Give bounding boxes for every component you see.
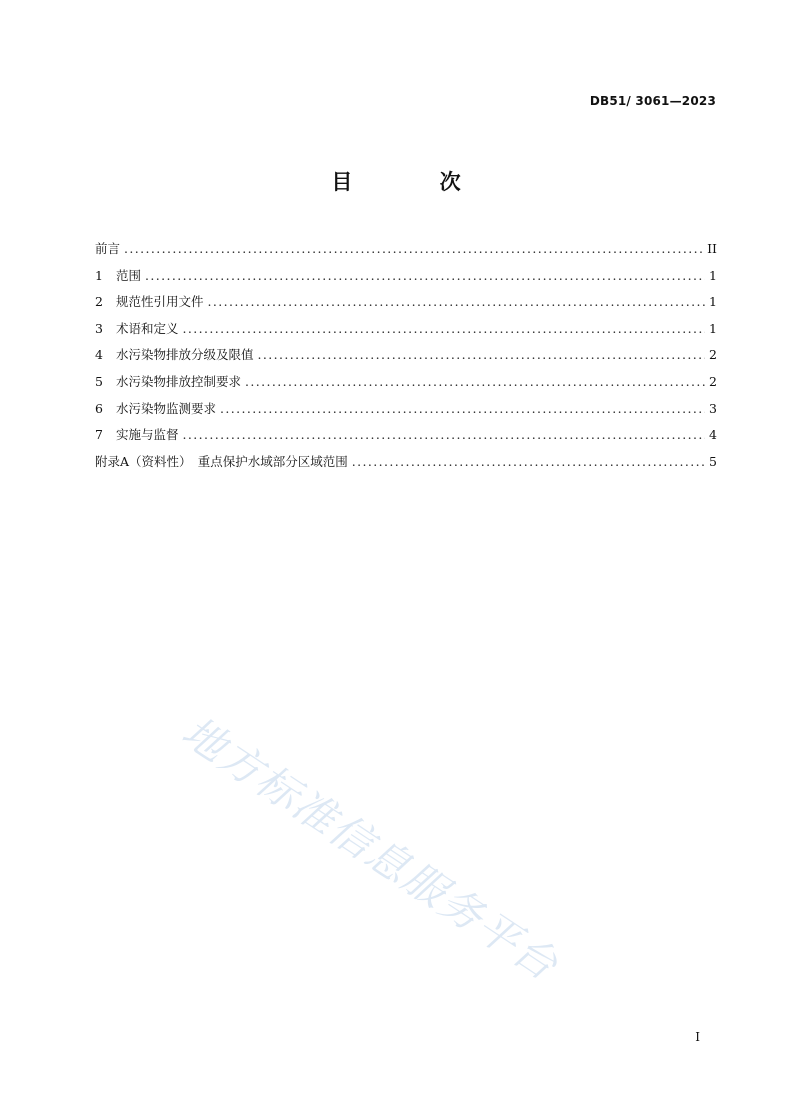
toc-leader-dots: [124, 240, 703, 258]
toc-entry-terms-definitions[interactable]: [95, 320, 717, 347]
toc-entry-appendix-a[interactable]: [95, 453, 717, 480]
toc-entry-label: 术语和定义: [115, 320, 179, 336]
toc-entry-number: 6: [95, 400, 103, 416]
toc-entry-number: 5: [95, 373, 103, 389]
document-code: DB51/ 3061—2023: [589, 94, 716, 108]
toc-entry-label: 范围: [115, 267, 141, 283]
toc-entry-page: 2: [709, 373, 717, 389]
watermark: 地方标准信息服务平台: [173, 706, 568, 991]
toc-entry-label: 水污染物排放分级及限值: [115, 347, 254, 363]
toc-entry-scope[interactable]: [95, 267, 717, 294]
toc-entry-number: 1: [95, 267, 103, 283]
toc-entry-label: 前言: [95, 241, 121, 256]
toc-entry-label: 规范性引用文件: [115, 294, 204, 310]
toc-entry-number: 3: [95, 320, 103, 336]
toc-leader-dots: [182, 426, 705, 444]
toc-entry-number: 2: [95, 294, 103, 310]
toc-entry-page: 5: [709, 453, 717, 469]
toc-leader-dots: [207, 293, 705, 311]
toc-entry-label: 水污染物排放控制要求: [115, 373, 241, 389]
toc-entry-implementation-supervision[interactable]: [95, 426, 717, 453]
toc-leader-dots: [182, 320, 705, 338]
toc-entry-page: 4: [709, 427, 717, 443]
toc-entry-number: 4: [95, 347, 103, 363]
toc-leader-dots: [145, 267, 705, 285]
toc-entry-emission-grading-limits[interactable]: [95, 346, 717, 373]
page-number: I: [695, 1030, 700, 1044]
toc-entry-label: 附录A（资料性） 重点保护水域部分区域范围: [95, 453, 348, 469]
toc-entry-label: 水污染物监测要求: [115, 400, 216, 416]
table-of-contents: [95, 240, 717, 479]
toc-entry-monitoring-requirements[interactable]: [95, 400, 717, 427]
toc-entry-page: II: [707, 241, 717, 256]
toc-entry-page: 1: [709, 294, 717, 310]
toc-entry-label: 实施与监督: [115, 427, 179, 443]
toc-leader-dots: [257, 346, 705, 364]
toc-entry-page: 1: [709, 320, 717, 336]
toc-leader-dots: [220, 400, 705, 418]
toc-entry-page: 3: [709, 400, 717, 416]
toc-entry-page: 1: [709, 267, 717, 283]
toc-entry-foreword[interactable]: [95, 240, 717, 267]
toc-entry-number: 7: [95, 427, 103, 443]
toc-leader-dots: [245, 373, 705, 391]
toc-entry-emission-control-requirements[interactable]: [95, 373, 717, 400]
toc-entry-normative-references[interactable]: [95, 293, 717, 320]
toc-entry-page: 2: [709, 347, 717, 363]
toc-leader-dots: [352, 453, 705, 471]
toc-title: 目 次: [331, 170, 501, 194]
